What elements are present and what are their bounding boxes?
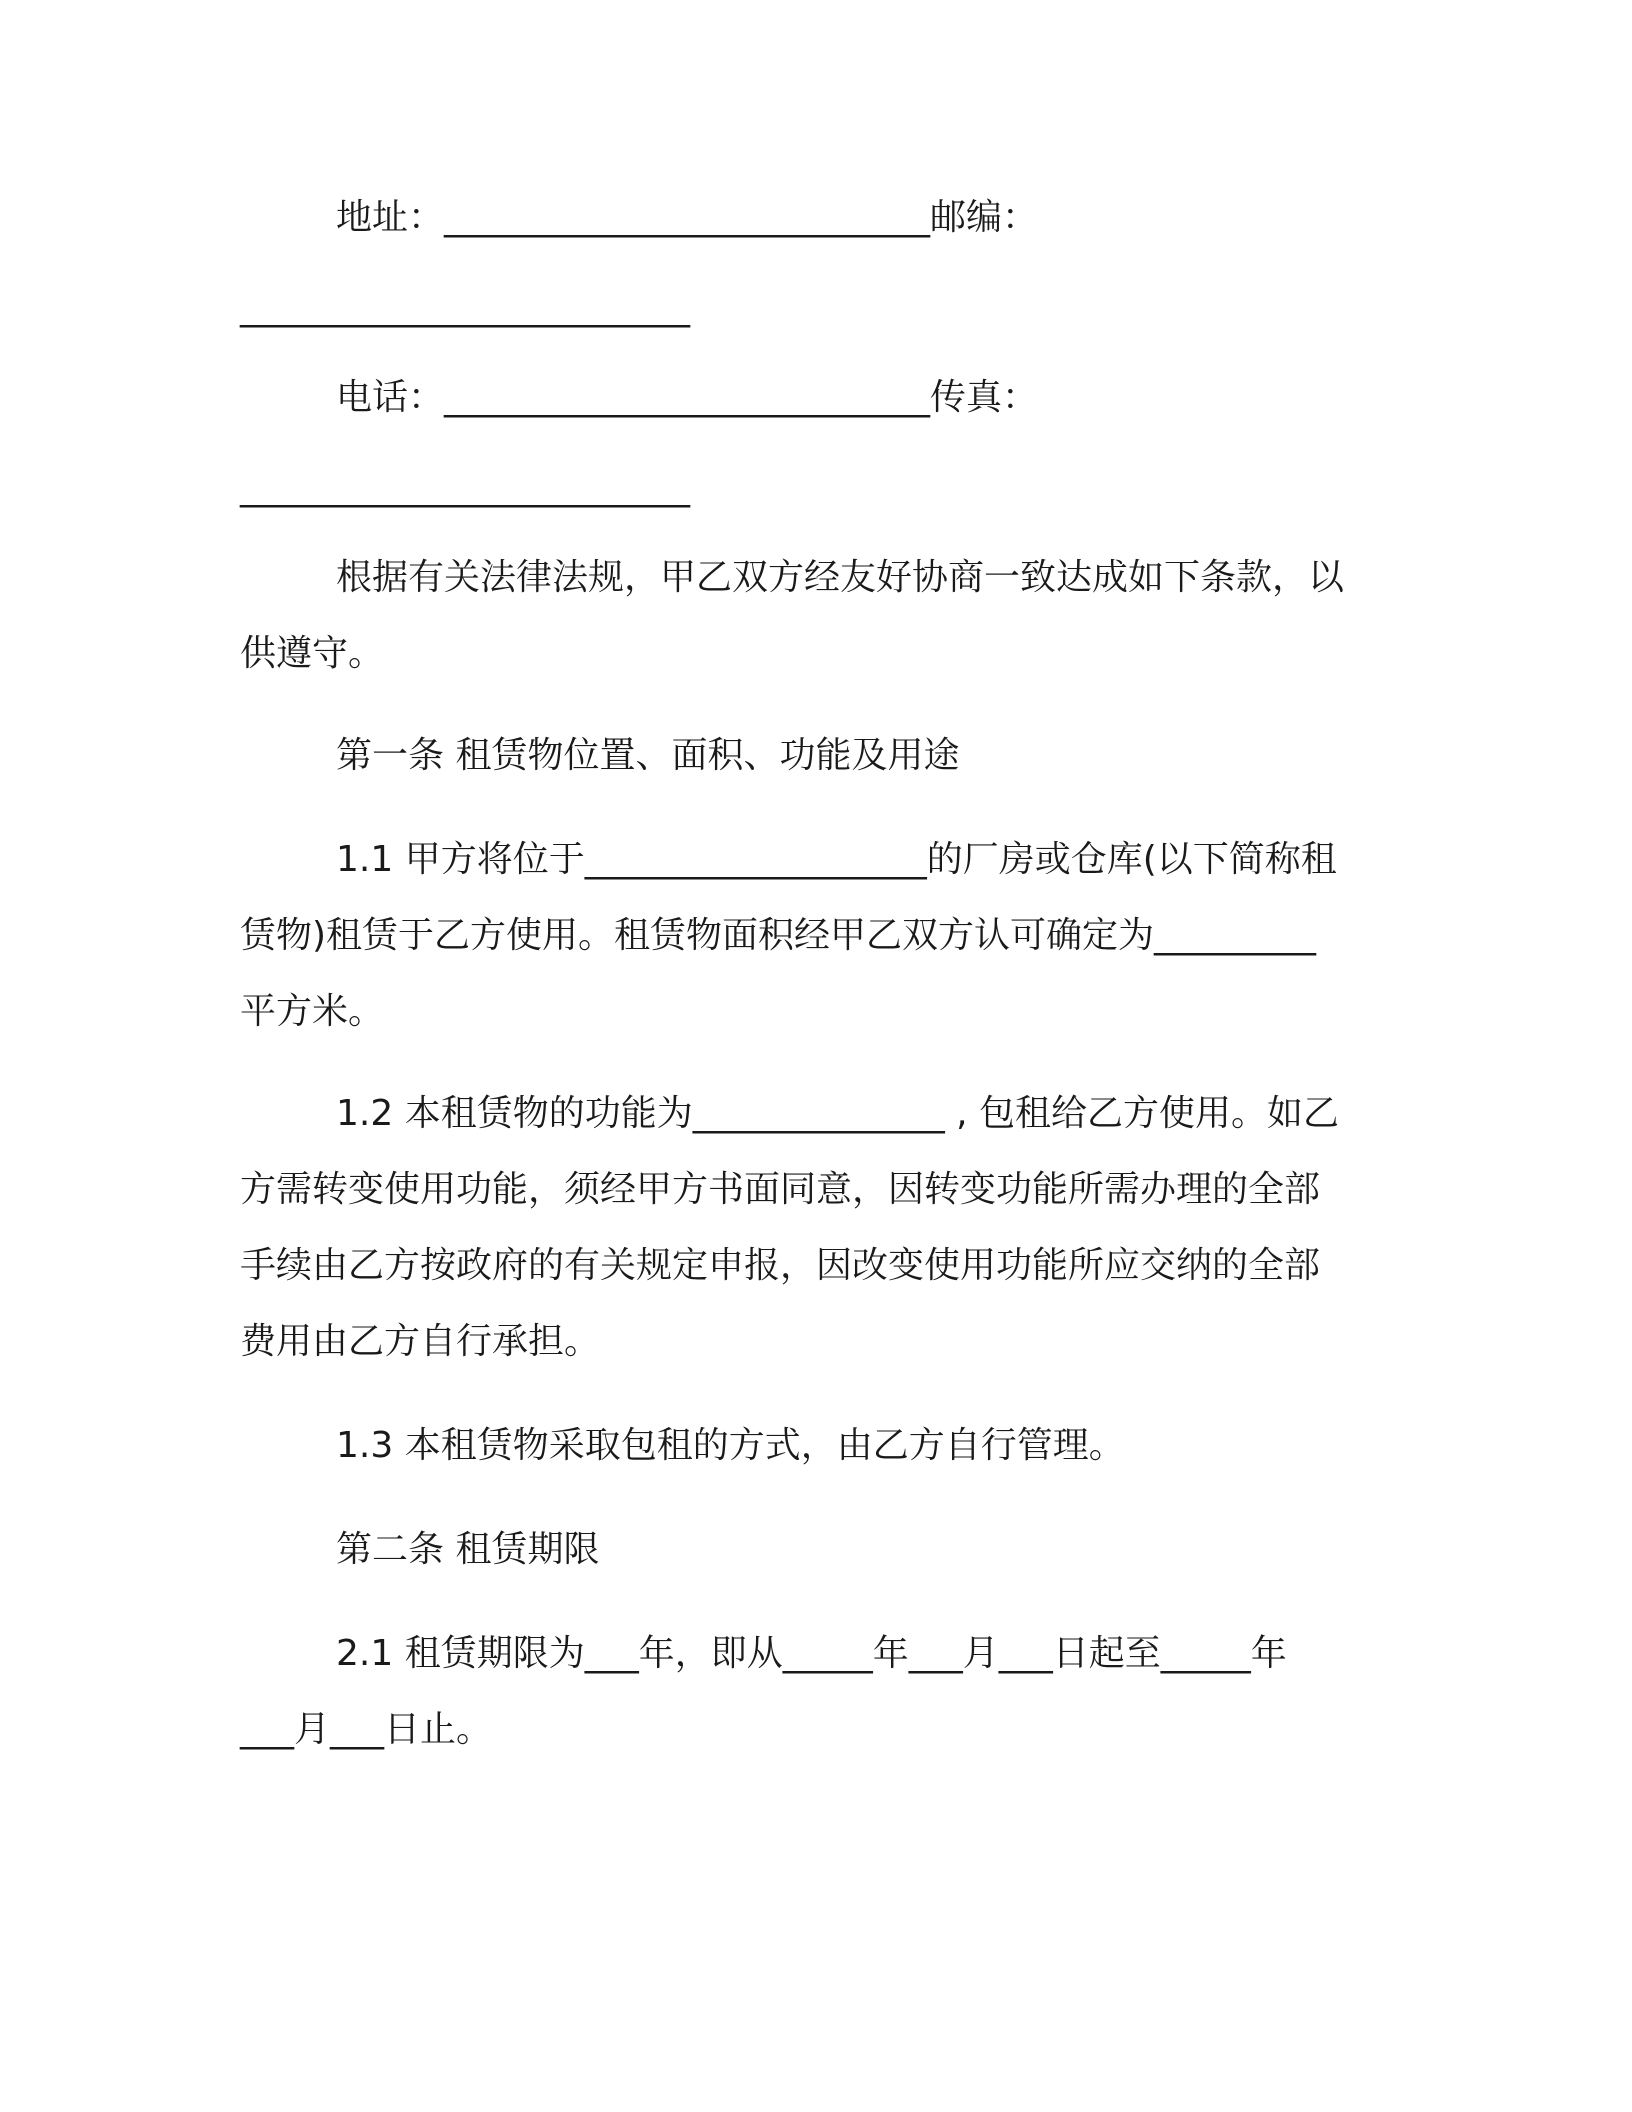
intro-paragraph-line-1: 根据有关法律法规，甲乙双方经友好协商一致达成如下条款，以 bbox=[336, 557, 1345, 598]
address-line: 地址：___________________________邮编： bbox=[336, 197, 1039, 238]
article-1-heading: 第一条 租赁物位置、面积、功能及用途 bbox=[336, 735, 960, 776]
clause-2-1-line-2: ___月___日止。 bbox=[240, 1709, 493, 1750]
clause-1-3: 1.3 本租赁物采取包租的方式，由乙方自行管理。 bbox=[336, 1425, 1125, 1466]
clause-1-2-line-3: 手续由乙方按政府的有关规定申报，因改变使用功能所应交纳的全部 bbox=[240, 1245, 1321, 1286]
address-line-continuation: _________________________ bbox=[240, 287, 690, 328]
phone-line: 电话：___________________________传真： bbox=[336, 377, 1039, 418]
clause-1-2-line-2: 方需转变使用功能，须经甲方书面同意，因转变功能所需办理的全部 bbox=[240, 1169, 1321, 1210]
intro-paragraph-line-2: 供遵守。 bbox=[240, 633, 385, 674]
clause-2-1-line-1: 2.1 租赁期限为___年，即从_____年___月___日起至_____年 bbox=[336, 1633, 1287, 1674]
clause-1-1-line-2: 赁物)租赁于乙方使用。租赁物面积经甲乙双方认可确定为_________ bbox=[240, 915, 1317, 956]
clause-1-2-line-4: 费用由乙方自行承担。 bbox=[240, 1321, 601, 1362]
article-2-heading: 第二条 租赁期限 bbox=[336, 1529, 600, 1570]
clause-1-1-line-1: 1.1 甲方将位于___________________的厂房或仓库(以下简称租 bbox=[336, 839, 1337, 880]
phone-line-continuation: _________________________ bbox=[240, 467, 690, 508]
clause-1-1-line-3: 平方米。 bbox=[240, 991, 385, 1032]
clause-1-2-line-1: 1.2 本租赁物的功能为______________ , 包租给乙方使用。如乙 bbox=[336, 1093, 1340, 1134]
